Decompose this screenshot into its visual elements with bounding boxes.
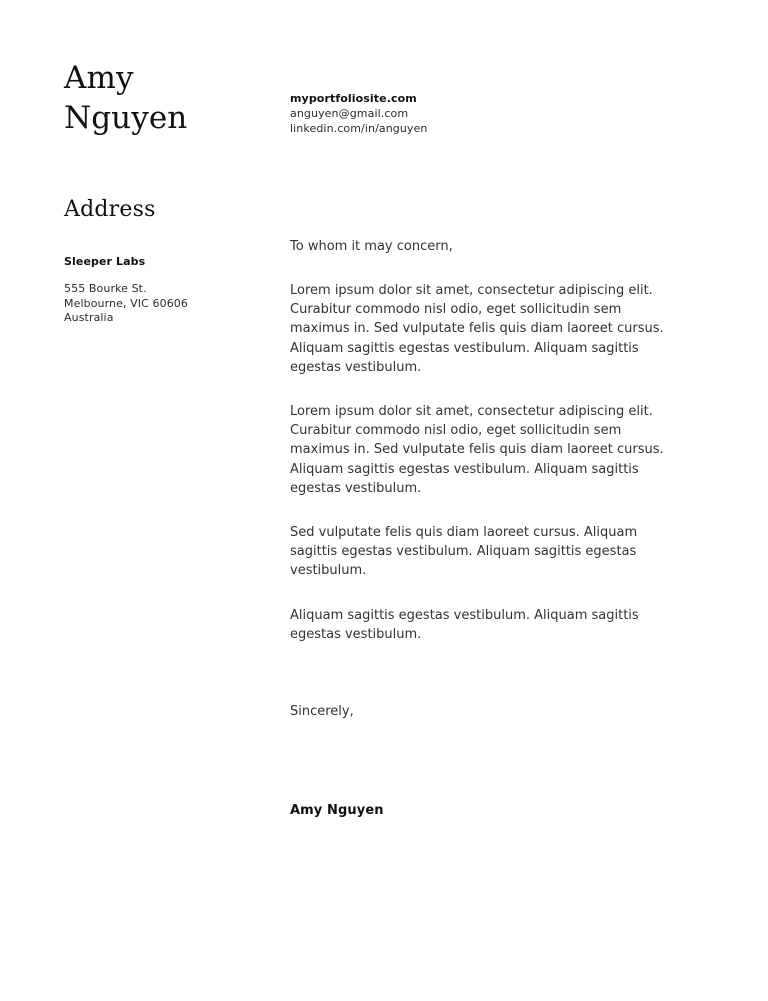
letter-closing: Sincerely,	[290, 704, 354, 719]
address-heading: Address	[64, 197, 156, 222]
contact-linkedin[interactable]: linkedin.com/in/anguyen	[290, 122, 428, 135]
letter-paragraph-4: Aliquam sagittis egestas vestibulum. Aliquam sagittis egestas vestibulum.	[290, 607, 639, 642]
letter-body	[290, 237, 682, 669]
recipient-address-block	[64, 196, 264, 326]
sender-last-name: Nguyen	[64, 100, 188, 136]
recipient-company-name: Sleeper Labs	[64, 255, 146, 268]
letter-salutation: To whom it may concern,	[290, 239, 453, 254]
letter-signature: Amy Nguyen	[290, 803, 384, 818]
letter-paragraph-1: Lorem ipsum dolor sit amet, consectetur adipiscing elit. Curabitur commodo nisl odio, eget sollicitudin sem maximus in. Sed vulputate felis quis diam laoreet cursus. Aliquam sagittis egestas vestibulum. Aliquam sagittis egestas vestibulum.	[290, 283, 664, 375]
sender-first-name: Amy	[64, 60, 134, 96]
contact-website[interactable]: myportfoliosite.com	[290, 92, 417, 105]
letter-paragraph-2: Lorem ipsum dolor sit amet, consectetur adipiscing elit. Curabitur commodo nisl odio, eget sollicitudin sem maximus in. Sed vulputate felis quis diam laoreet cursus. Aliquam sagittis egestas vestibulum. Aliquam sagittis egestas vestibulum.	[290, 404, 664, 496]
address-line-country: Australia	[64, 311, 114, 324]
letter-paragraph-3: Sed vulputate felis quis diam laoreet cursus. Aliquam sagittis egestas vestibulum. Aliquam sagittis egestas vestibulum.	[290, 525, 638, 579]
letter-header	[0, 0, 768, 175]
sender-name-block	[64, 58, 279, 138]
address-line-street: 555 Bourke St.	[64, 282, 147, 295]
contact-email[interactable]: anguyen@gmail.com	[290, 107, 409, 120]
address-line-city: Melbourne, VIC 60606	[64, 296, 188, 310]
sender-contact-block	[290, 91, 550, 136]
